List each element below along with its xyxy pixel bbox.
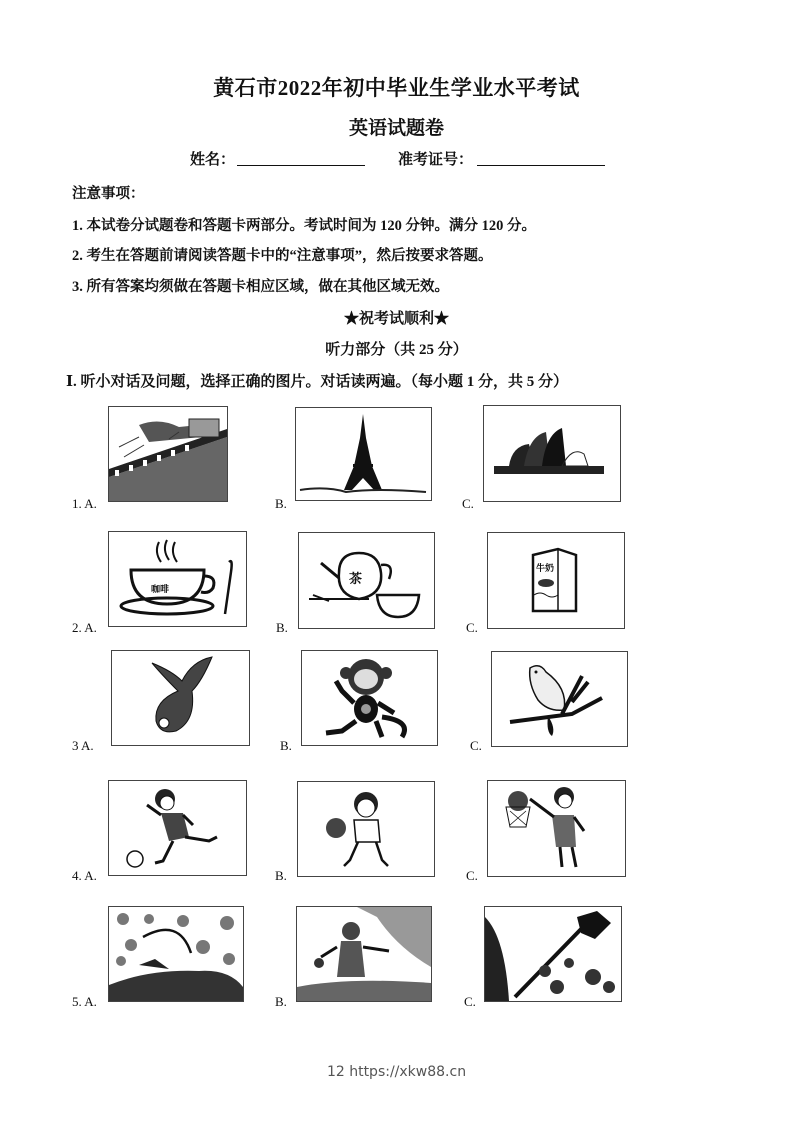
boy-catching-ball-image[interactable] bbox=[297, 781, 435, 877]
option-label: 1. A. bbox=[72, 496, 97, 511]
exam-id-field[interactable] bbox=[477, 165, 605, 166]
option-label: C. bbox=[466, 620, 478, 635]
page-footer: 12 https://xkw88.cn bbox=[326, 1064, 467, 1080]
milk-carton-image[interactable] bbox=[487, 532, 625, 629]
option-label: 5. A. bbox=[72, 994, 97, 1009]
option-label: C. bbox=[466, 868, 478, 883]
notes-heading: 注意事项： bbox=[72, 186, 145, 202]
option-label: 2. A. bbox=[72, 620, 97, 635]
note-item: 1. 本试卷分试题卷和答题卡两部分。考试时间为 120 分钟。满分 120 分。 bbox=[72, 218, 536, 234]
option-label: 4. A. bbox=[72, 868, 97, 883]
option-label: B. bbox=[280, 738, 292, 753]
option-label: B. bbox=[276, 620, 288, 635]
listening-title: 听力部分（共 25 分） bbox=[325, 342, 468, 358]
option-label: C. bbox=[462, 496, 474, 511]
note-item: 2. 考生在答题前请阅读答题卡中的“注意事项”，然后按要求答题。 bbox=[72, 248, 493, 264]
houyi-shooting-suns-image[interactable] bbox=[108, 906, 244, 1002]
section-instruction: Ⅰ. 听小对话及问题，选择正确的图片。对话读两遍。（每小题 1 分，共 5 分） bbox=[66, 374, 569, 390]
blessing: ★祝考试顺利★ bbox=[343, 311, 449, 327]
fish-image[interactable] bbox=[111, 650, 250, 746]
eiffel-tower-image[interactable] bbox=[295, 407, 432, 501]
boy-playing-soccer-image[interactable] bbox=[108, 780, 247, 876]
name-field[interactable] bbox=[237, 165, 365, 166]
exam-id-label: 准考证号： bbox=[398, 152, 474, 168]
option-label: B. bbox=[275, 994, 287, 1009]
teapot-image[interactable] bbox=[298, 532, 435, 629]
coffee-label: 咖啡 bbox=[151, 584, 170, 594]
option-label: B. bbox=[275, 496, 287, 511]
monkey-image[interactable] bbox=[301, 650, 438, 746]
option-label: C. bbox=[464, 994, 476, 1009]
great-wall-image[interactable] bbox=[108, 406, 228, 502]
milk-label: 牛奶 bbox=[536, 563, 555, 573]
pangu-creating-world-image[interactable] bbox=[484, 906, 622, 1002]
yugong-moving-mountains-image[interactable] bbox=[296, 906, 432, 1002]
bird-image[interactable] bbox=[491, 651, 628, 747]
exam-subtitle: 英语试题卷 bbox=[348, 118, 444, 139]
note-item: 3. 所有答案均须做在答题卡相应区域，做在其他区域无效。 bbox=[72, 279, 449, 295]
tea-label: 茶 bbox=[349, 571, 363, 586]
option-label: B. bbox=[275, 868, 287, 883]
name-label: 姓名： bbox=[190, 152, 236, 168]
option-label: 3 A. bbox=[72, 738, 94, 753]
coffee-cup-image[interactable] bbox=[108, 531, 247, 627]
sydney-opera-house-image[interactable] bbox=[483, 405, 621, 502]
option-label: C. bbox=[470, 738, 482, 753]
boy-playing-basketball-image[interactable] bbox=[487, 780, 626, 877]
exam-title: 黄石市2022年初中毕业生学业水平考试 bbox=[213, 76, 580, 100]
